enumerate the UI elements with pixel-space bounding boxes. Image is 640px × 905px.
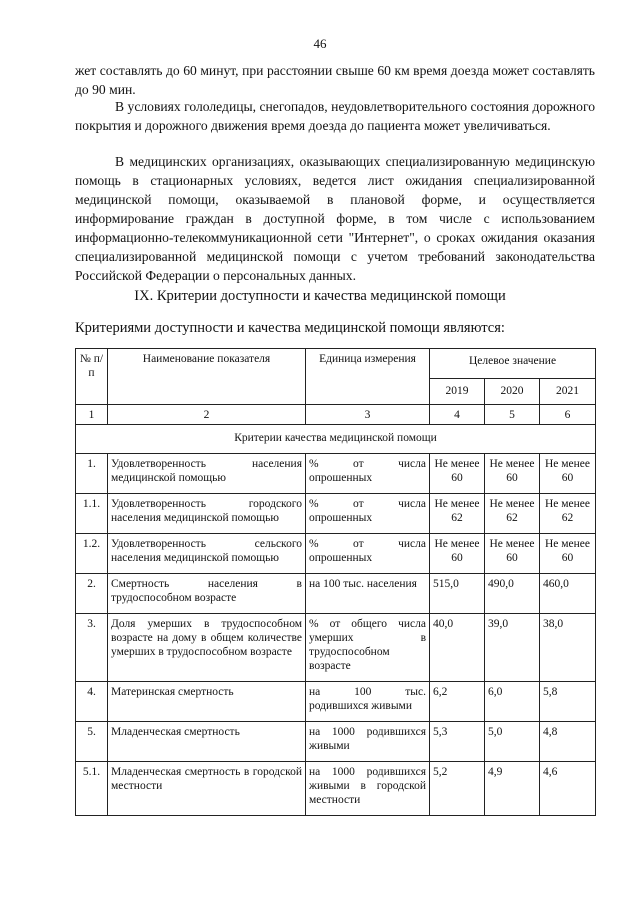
row-value-2021: 5,8 [540,682,596,722]
row-value-2019: 5,3 [430,722,485,762]
column-number: 5 [485,405,540,425]
row-value-2021: Не менее 60 [540,454,596,494]
row-value-2020: 39,0 [485,614,540,682]
table-row [76,574,596,614]
row-value-2021: 38,0 [540,614,596,682]
header-year: 2020 [485,378,540,404]
column-number: 4 [430,405,485,425]
table-row [76,614,596,682]
table-row [76,762,596,816]
row-num: 5. [76,722,108,762]
row-value-2020: Не менее 62 [485,494,540,534]
row-value-2019: Не менее 60 [430,454,485,494]
row-num: 5.1. [76,762,108,816]
header-name: Наименование показателя [108,349,306,405]
section-label: Критерии качества медицинской помощи [76,425,596,454]
criteria-table [75,348,596,816]
row-value-2020: 6,0 [485,682,540,722]
row-unit: % от числа опрошенных [306,494,430,534]
row-num: 2. [76,574,108,614]
row-value-2020: 5,0 [485,722,540,762]
row-num: 1. [76,454,108,494]
column-number: 6 [540,405,596,425]
header-year: 2019 [430,378,485,404]
row-num: 4. [76,682,108,722]
row-num: 3. [76,614,108,682]
paragraph-waiting-list: В медицинских организациях, оказывающих специализированную медицинскую помощь в стационарных условиях, ведется лист ожидания специализированной медицинской помощи, оказываемой в плановой форме, и осуществляется информирование граждан в доступной форме, в том числе с использованием информационно-телекоммуникационной сети "Интернет", о сроках ожидания оказания специализированной медицинской помощи с учетом требований законодательства Российской Федерации о персональных данных. [75,154,595,283]
header-num: № п/п [76,349,108,405]
row-value-2019: Не менее 60 [430,534,485,574]
header-target: Целевое значение [430,349,596,379]
section-title: IX. Критерии доступности и качества медицинской помощи [134,288,506,304]
header-unit: Единица измерения [306,349,430,405]
row-unit: на 1000 родившихся живыми в городской местности [306,762,430,816]
row-value-2019: 6,2 [430,682,485,722]
row-num: 1.1. [76,494,108,534]
row-unit: на 1000 родившихся живыми [306,722,430,762]
header-year: 2021 [540,378,596,404]
row-name: Доля умерших в трудоспособном возрасте на дому в общем количестве умерших в трудоспособном возрасте [108,614,306,682]
paragraph-road-conditions: В условиях гололедицы, снегопадов, неудовлетворительного состояния дорожного покрытия и дорожного движения время доезда до пациента может увеличиваться. [75,99,595,133]
row-name: Удовлетворенность населения медицинской помощью [108,454,306,494]
table-row [76,454,596,494]
table-row [76,534,596,574]
row-unit: на 100 тыс. родившихся живыми [306,682,430,722]
table-row [76,494,596,534]
row-value-2020: Не менее 60 [485,534,540,574]
column-number-row [76,405,596,425]
row-name: Смертность населения в трудоспособном возрасте [108,574,306,614]
section-row [76,425,596,454]
row-value-2019: Не менее 62 [430,494,485,534]
column-number: 3 [306,405,430,425]
row-value-2021: 460,0 [540,574,596,614]
row-value-2021: Не менее 60 [540,534,596,574]
intro-line: Критериями доступности и качества медицинской помощи являются: [75,320,505,336]
row-value-2021: 4,6 [540,762,596,816]
table-row [76,722,596,762]
row-value-2019: 40,0 [430,614,485,682]
row-value-2020: 4,9 [485,762,540,816]
column-number: 2 [108,405,306,425]
row-name: Младенческая смертность [108,722,306,762]
row-value-2020: Не менее 60 [485,454,540,494]
row-name: Младенческая смертность в городской местности [108,762,306,816]
table-row [76,682,596,722]
row-num: 1.2. [76,534,108,574]
row-unit: % от числа опрошенных [306,534,430,574]
row-value-2020: 490,0 [485,574,540,614]
paragraph-continuation: жет составлять до 60 минут, при расстоянии свыше 60 км время доезда может составлять до 90 мин. [75,63,595,97]
row-value-2021: 4,8 [540,722,596,762]
row-unit: % от общего числа умерших в трудоспособном возрасте [306,614,430,682]
row-name: Материнская смертность [108,682,306,722]
page-number: 46 [313,36,327,51]
row-name: Удовлетворенность городского населения медицинской помощью [108,494,306,534]
table-header-row [76,349,596,379]
row-unit: на 100 тыс. населения [306,574,430,614]
column-number: 1 [76,405,108,425]
row-value-2019: 5,2 [430,762,485,816]
row-unit: % от числа опрошенных [306,454,430,494]
row-name: Удовлетворенность сельского населения медицинской помощью [108,534,306,574]
row-value-2021: Не менее 62 [540,494,596,534]
row-value-2019: 515,0 [430,574,485,614]
